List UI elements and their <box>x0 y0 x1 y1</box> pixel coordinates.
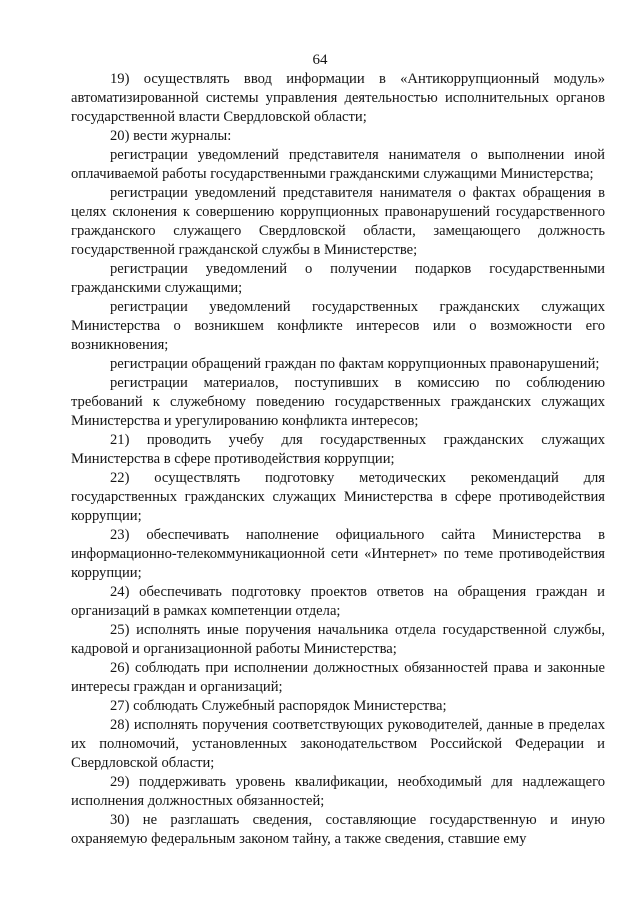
journal-item-citizen-appeals: регистрации обращений граждан по фактам коррупционных правонарушений; <box>110 356 600 372</box>
paragraph-item-20: 20) вести журналы: <box>110 128 232 144</box>
paragraph-item-25: 25) исполнять иные поручения начальника отдела государственной службы, кадровой и организационной работы Министерства; <box>71 622 605 657</box>
journal-item-conflict-of-interest: регистрации уведомлений государственных гражданских служащих Министерства о возникшем конфликте интересов или о возможности его возникновения; <box>71 299 605 353</box>
page-number: 64 <box>312 52 328 68</box>
paragraph-item-26: 26) соблюдать при исполнении должностных обязанностей права и законные интересы граждан и организаций; <box>71 660 605 695</box>
paragraph-item-28: 28) исполнять поручения соответствующих руководителей, данные в пределах их полномочий, установленных законодательством Российской Федерации и Свердловской области; <box>71 717 605 771</box>
paragraph-item-27: 27) соблюдать Служебный распорядок Министерства; <box>110 698 447 714</box>
journal-item-corruption-inducement: регистрации уведомлений представителя нанимателя о фактах обращения в целях склонения к совершению коррупционных правонарушений государственного гражданского служащего Свердловской области, замещающего должность государственной гражданской службы в Министерстве; <box>71 185 605 258</box>
paragraph-item-19: 19) осуществлять ввод информации в «Антикоррупционный модуль» автоматизированной системы управления деятельностью исполнительных органов государственной власти Свердловской области; <box>71 71 605 125</box>
journal-item-outside-work: регистрации уведомлений представителя нанимателя о выполнении иной оплачиваемой работы государственными гражданскими служащими Министерства; <box>71 147 605 182</box>
document-body <box>71 70 605 849</box>
paragraph-item-24: 24) обеспечивать подготовку проектов ответов на обращения граждан и организаций в рамках компетенции отдела; <box>71 584 605 619</box>
paragraph-item-22: 22) осуществлять подготовку методических рекомендаций для государственных гражданских служащих Министерства в сфере противодействия коррупции; <box>71 470 605 524</box>
paragraph-item-30: 30) не разглашать сведения, составляющие государственную и иную охраняемую федеральным законом тайну, а также сведения, ставшие ему <box>71 812 605 847</box>
journal-item-gifts: регистрации уведомлений о получении подарков государственными гражданскими служащими; <box>71 261 605 296</box>
paragraph-item-29: 29) поддерживать уровень квалификации, необходимый для надлежащего исполнения должностных обязанностей; <box>71 774 605 809</box>
journal-item-commission-materials: регистрации материалов, поступивших в комиссию по соблюдению требований к служебному поведению государственных гражданских служащих Министерства и урегулированию конфликта интересов; <box>71 375 605 429</box>
paragraph-item-21: 21) проводить учебу для государственных гражданских служащих Министерства в сфере противодействия коррупции; <box>71 432 605 467</box>
paragraph-item-23: 23) обеспечивать наполнение официального сайта Министерства в информационно-телекоммуникационной сети «Интернет» по теме противодействия коррупции; <box>71 527 605 581</box>
